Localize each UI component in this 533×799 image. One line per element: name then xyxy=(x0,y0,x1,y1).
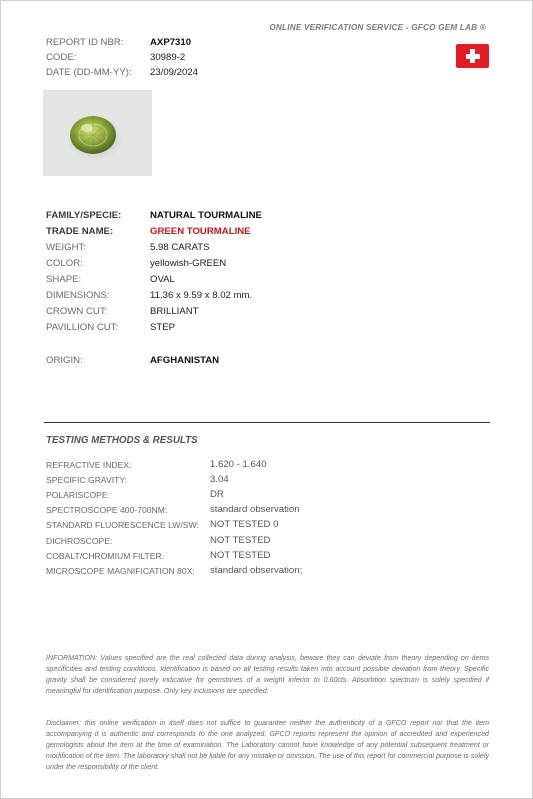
crown-cut-value: BRILLIANT xyxy=(150,306,199,317)
test-value: standard observation xyxy=(210,504,300,515)
test-label: MICROSCOPE MAGNIFICATION 80X: xyxy=(46,566,195,576)
report-id-value: AXP7310 xyxy=(150,37,192,48)
weight-label: WEIGHT: xyxy=(46,242,86,253)
color-value: yellowish-GREEN xyxy=(150,258,227,269)
shape-value: OVAL xyxy=(150,274,175,285)
header-title: ONLINE VERIFICATION SERVICE - GFCO GEM LAB ® xyxy=(269,23,486,32)
test-value: standard observation; xyxy=(210,565,303,576)
date-value: 23/09/2024 xyxy=(150,67,199,78)
test-label: SPECTROSCOPE 400-700NM: xyxy=(46,505,168,515)
family-value: NATURAL TOURMALINE xyxy=(150,210,262,221)
dimensions-value: 11.36 x 9.59 x 8.02 mm. xyxy=(150,290,253,301)
trade-name-label: TRADE NAME: xyxy=(46,226,114,237)
gemstone-photo xyxy=(43,90,152,176)
information-note: INFORMATION: Values specified are the real collected data during analysis, beware they can deviate from theory depending on items specificities and testing conditions. Identification is based on all testing results taken into account possible deviation from theory. Specific gravity shall be considered purely indicative for gemstones of a weight inferior to 0.60cts. Absorbtion spectrum is solely specified if meaningful for identification purpose. Only key inclusions are specified. xyxy=(46,654,489,695)
weight-value: 5.98 CARATS xyxy=(150,242,210,253)
test-label: POLARISCOPE: xyxy=(46,490,110,500)
test-label: COBALT/CHROMIUM FILTER: xyxy=(46,551,165,561)
trade-name-value: GREEN TOURMALINE xyxy=(150,226,251,237)
test-value: 1.620 - 1.640 xyxy=(210,459,267,470)
origin-value: AFGHANISTAN xyxy=(150,355,220,366)
code-label: CODE: xyxy=(46,52,77,63)
report-id-label: REPORT ID NBR: xyxy=(46,37,124,48)
color-label: COLOR: xyxy=(46,258,83,269)
code-value: 30989-2 xyxy=(150,52,186,63)
shape-label: SHAPE: xyxy=(46,274,82,285)
test-label: STANDARD FLUORESCENCE LW/SW: xyxy=(46,520,199,530)
section-divider-top xyxy=(44,422,490,423)
date-label: DATE (DD-MM-YY): xyxy=(46,67,132,78)
testing-section-title: TESTING METHODS & RESULTS xyxy=(46,435,198,446)
test-value: NOT TESTED xyxy=(210,550,271,561)
origin-label: ORIGIN: xyxy=(46,355,83,366)
test-value: NOT TESTED xyxy=(210,535,271,546)
test-value: DR xyxy=(210,489,224,500)
dimensions-label: DIMENSIONS: xyxy=(46,290,110,301)
test-value: NOT TESTED 0 xyxy=(210,519,279,530)
test-label: REFRACTIVE INDEX: xyxy=(46,460,132,470)
crown-cut-label: CROWN CUT: xyxy=(46,306,108,317)
test-value: 3.04 xyxy=(210,474,229,485)
test-label: SPECIFIC GRAVITY: xyxy=(46,475,128,485)
pavillion-cut-value: STEP xyxy=(150,322,176,333)
swiss-flag-icon xyxy=(456,44,489,68)
pavillion-cut-label: PAVILLION CUT: xyxy=(46,322,119,333)
test-label: DICHROSCOPE: xyxy=(46,536,113,546)
disclaimer-note: Disclaimer: this online verification in itself does not suffice to guarantee neither the authenticity of a GFCO report nor that the item accompanying it is authentic and corresponds to the one analyzed. GFCO reports represent the opinion of accredited and experienced gemologists about the item at the time of examination. The Laboratory cannot have knowledge of any potential subsequent treatment or modification of the item. The laboratory shall not be liable for any mistake or omission. The use of this report for commercial purpose is solely under the responsibility of the client. xyxy=(46,719,489,771)
family-label: FAMILY/SPECIE: xyxy=(46,210,122,221)
